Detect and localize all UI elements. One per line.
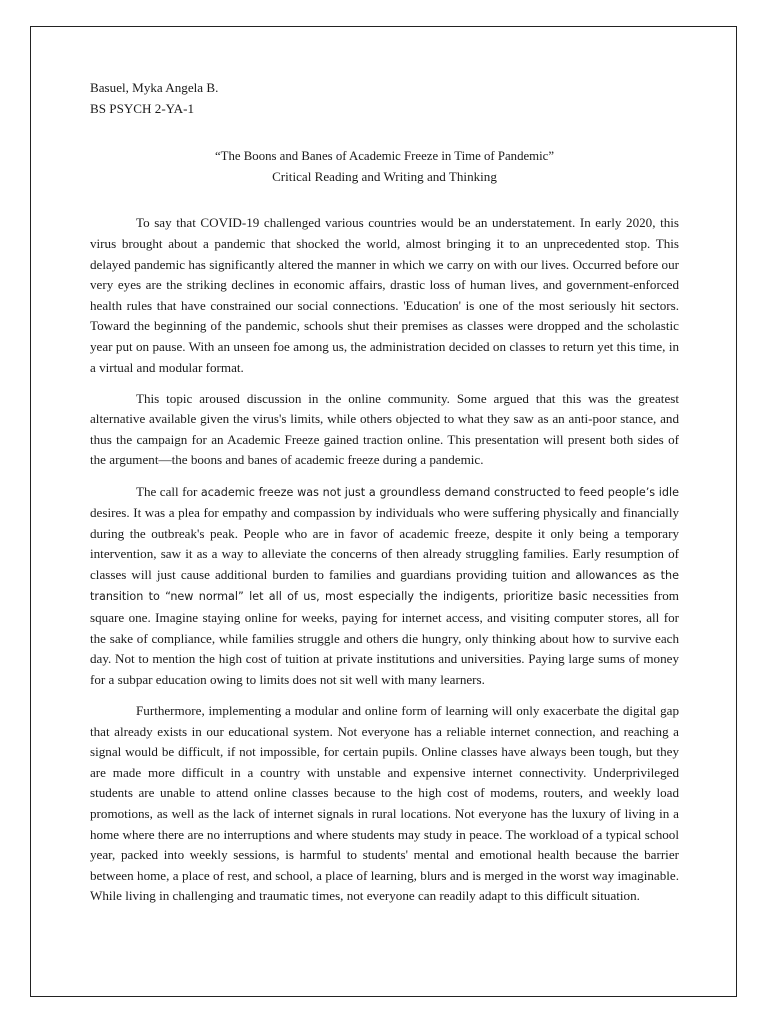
body-text — [90, 213, 679, 907]
paragraph-3-part-d: allowances as the transition to “new normal” let all of us, most especially the indigents, prioritize basic — [90, 568, 679, 604]
paragraph-3 — [90, 482, 679, 691]
paragraph-1: To say that COVID-19 challenged various countries would be an understatement. In early 2020, this virus brought about a pandemic that shocked the world, almost bringing it to an unprecedented stop. This delayed pandemic has significantly altered the manner in which we carry on with our lives. Occurred before our very eyes are the striking declines in economic affairs, drastic loss of human lives, and government-enforced health rules that have constrained our social connections. 'Education' is one of the most seriously hit sectors. Toward the beginning of the pandemic, schools shut their premises as classes were dropped and the scholastic year put on pause. With an unseen foe among us, the administration decided on classes to return yet this time, in a virtual and modular format. — [90, 215, 679, 375]
paragraph-4: Furthermore, implementing a modular and online form of learning will only exacerbate the digital gap that already exists in our educational system. Not everyone has a reliable internet connection, and reaching a signal would be difficult, if not impossible, for certain pupils. Online classes have always been tough, but they are made more difficult in a country with unstable and expensive internet connectivity. Underprivileged students are unable to attend online classes because to the high cost of modems, routers, and weekly load promotions, as well as the lack of internet signals in rural locations. Not everyone has the luxury of living in a home where there are no interruptions and where students may study in peace. The workload of a typical school year, packed into weekly sessions, is harmful to students' mental and emotional health because the barrier between home, a place of rest, and school, a place of learning, blurs and is merged in the worst way imaginable. While living in challenging and traumatic times, not everyone can readily adapt to this difficult situation. — [90, 702, 679, 904]
paragraph-2: This topic aroused discussion in the online community. Some argued that this was the greatest alternative available given the virus's limits, while others objected to what they saw as an anti-poor stance, and thus the campaign for an Academic Freeze gained traction online. This presentation will present both sides of the argument—the boons and banes of academic freeze during a pandemic. — [90, 390, 679, 468]
paragraph-3-part-a: The call for — [136, 483, 201, 499]
paragraph-3-part-c: desires. It was a plea for empathy and compassion by individuals who were suffering physically and financially during the outbreak's peak. People who are in favor of academic freeze, despite it only being a temporary intervention, saw it as a way to alleviate the concerns of then already struggling families. Early resumption of classes will just cause additional burden to families and guardians providing tuition and — [90, 505, 679, 582]
course-section: BS PSYCH 2-YA-1 — [90, 100, 195, 116]
paragraph-3-part-e: necessities from square one. Imagine staying online for weeks, paying for internet access, and visiting computer stores, all for the sake of compliance, while families struggle and others die hungry, only thinking about how to survive each day. Not to mention the high cost of tuition at private institutions and universities. Paying large sums of money for a subpar education owing to limits does not sit well with many learners. — [90, 588, 679, 687]
title-block — [90, 146, 679, 187]
document-subtitle: Critical Reading and Writing and Thinking — [272, 168, 497, 184]
document-title: “The Boons and Banes of Academic Freeze in Time of Pandemic” — [214, 149, 555, 164]
paragraph-3-part-b: academic freeze was not just a groundless demand constructed to feed people’s idle — [200, 485, 680, 499]
author-name: Basuel, Myka Angela B. — [90, 80, 219, 95]
document-content — [90, 78, 679, 917]
